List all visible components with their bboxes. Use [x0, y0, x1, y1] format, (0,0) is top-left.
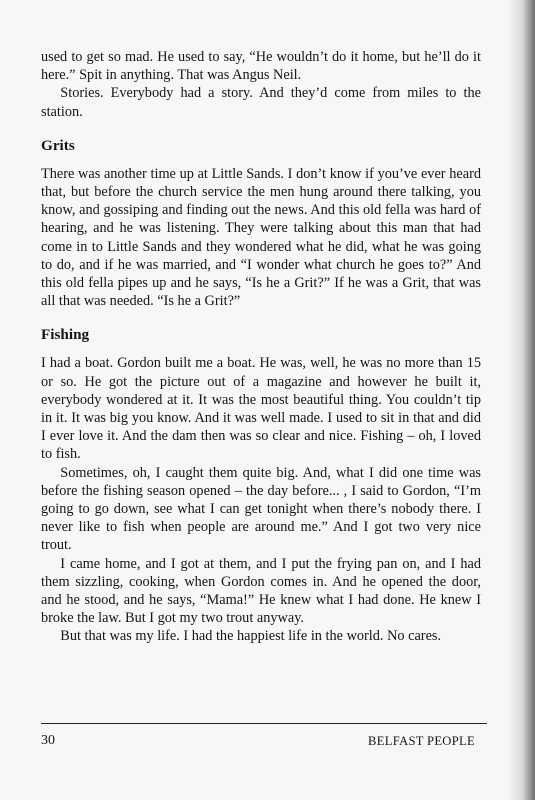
footer-rule [41, 723, 487, 724]
paragraph-continuation: used to get so mad. He used to say, “He wouldn’t do it home, but he’ll do it here.” Spit in anything. That was Angus Neil. [41, 49, 481, 84]
page-number: 30 [41, 733, 55, 748]
paragraph-boat: I had a boat. Gordon built me a boat. He was, well, he was no more than 15 or so. He got the picture out of a magazine and however he built it, everybody wondered at it. It was the most beautiful thing. You couldn’t tip in it. It was big you know. And it was well made. I used to sit in that and did I ever love it. And the dam then was so clear and nice. Fishing – oh, I loved to fish. [41, 355, 481, 463]
paragraph-grits: There was another time up at Little Sands. I don’t know if you’ve ever heard that, but before the church service the men hung around there talking, you know, and gossiping and finding out the news. And this old fella was hard of hearing, and he was listening. They were talking about this man that had come in to Little Sands and they wondered what he did, what he was going to do, and if he was married, and “I wonder what church he goes to?” And this old fella pipes up and he says, “Is he a Grit?” If he was a Grit, that was all that was needed. “Is he a Grit?” [41, 165, 481, 310]
section-heading-fishing: Fishing [41, 326, 90, 344]
paragraph-stories: Stories. Everybody had a story. And they’d come from miles to the station. [41, 85, 481, 120]
page-edge-shadow [507, 0, 535, 800]
paragraph-trout: Sometimes, oh, I caught them quite big. And, what I did one time was before the fishing season opened – the day before... , I said to Gordon, “I’m going to go down, see what I can get tonight when there’s nobody there. I never like to fish when people are around me.” And I got two very nice trout. [41, 464, 481, 554]
section-heading-grits: Grits [41, 136, 75, 154]
body-text [41, 48, 481, 646]
running-footer-title: BELFAST PEOPLE [368, 734, 475, 748]
paragraph-my-life: But that was my life. I had the happiest life in the world. No cares. [60, 628, 442, 645]
paragraph-came-home: I came home, and I got at them, and I put the frying pan on, and I had them sizzling, cooking, when Gordon comes in. And he opened the door, and he stood, and he says, “Mama!” He knew what I had done. He knew I broke the law. But I got my two trout anyway. [41, 555, 481, 627]
